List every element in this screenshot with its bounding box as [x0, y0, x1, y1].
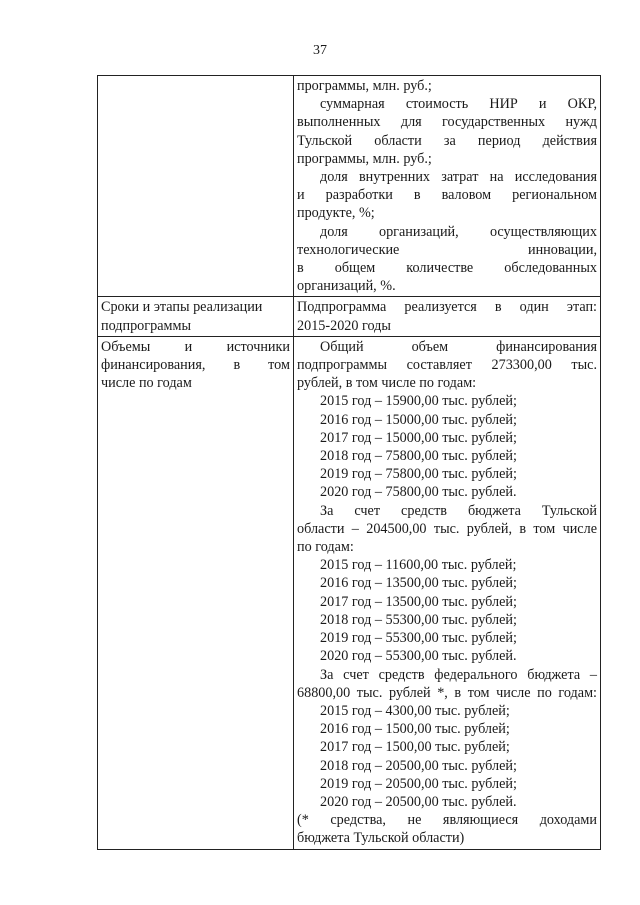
text-line: программы, млн. руб.;: [297, 150, 432, 167]
text-line: бюджета Тульской области): [297, 830, 465, 847]
text-line: области – 204500,00 тыс. рублей, в том числе: [297, 520, 597, 537]
text-line: доля внутренних затрат на исследования: [320, 169, 597, 186]
table-row-indicators: [98, 76, 601, 297]
table-row-financing: [98, 336, 601, 849]
text-line: 2018 год – 20500,00 тыс. рублей;: [320, 757, 517, 774]
text-line: Общий объем финансирования: [320, 338, 597, 355]
text-line: продукте, %;: [297, 205, 375, 222]
text-line: За счет средств федерального бюджета –: [320, 666, 597, 683]
text-line: Тульской области за период действия: [297, 132, 597, 149]
text-line: 2015 год – 4300,00 тыс. рублей;: [320, 702, 510, 719]
text-line: финансирования, в том: [101, 357, 290, 374]
cell-financing-label: [98, 336, 294, 849]
text-line: Объемы и источники: [101, 338, 290, 355]
text-line: За счет средств бюджета Тульской: [320, 502, 597, 519]
text-line: программы, млн. руб.;: [297, 78, 432, 94]
text-line: организаций, %.: [297, 278, 396, 295]
text-line: 2020 год – 20500,00 тыс. рублей.: [320, 793, 517, 810]
text-line: (* средства, не являющиеся доходами: [297, 812, 597, 829]
text-line: 2015-2020 годы: [297, 317, 391, 334]
text-line: 2018 год – 75800,00 тыс. рублей;: [320, 448, 517, 465]
text-line: по годам:: [297, 539, 354, 556]
table-row-terms: [98, 297, 601, 336]
text-line: 68800,00 тыс. рублей *, в том числе по годам:: [297, 684, 597, 701]
text-line: 2017 год – 15000,00 тыс. рублей;: [320, 429, 517, 446]
page-number: 37: [313, 43, 327, 58]
text-line: 2016 год – 13500,00 тыс. рублей;: [320, 575, 517, 592]
text-line: 2020 год – 75800,00 тыс. рублей.: [320, 484, 517, 501]
text-line: подпрограммы составляет 273300,00 тыс.: [297, 357, 597, 374]
cell-indicators-label: [98, 76, 294, 297]
text-line: и разработки в валовом региональном: [297, 187, 597, 204]
text-line: 2019 год – 55300,00 тыс. рублей;: [320, 630, 517, 647]
text-line: 2017 год – 1500,00 тыс. рублей;: [320, 739, 510, 756]
text-line: в общем количестве обследованных: [297, 260, 597, 277]
text-line: 2019 год – 75800,00 тыс. рублей;: [320, 466, 517, 483]
cell-indicators-text: [294, 76, 601, 297]
text-line: 2017 год – 13500,00 тыс. рублей;: [320, 593, 517, 610]
passport-table: [97, 75, 601, 850]
cell-financing-text: [294, 336, 601, 849]
text-line: технологические инновации,: [297, 241, 597, 258]
text-line: 2020 год – 55300,00 тыс. рублей.: [320, 648, 517, 665]
text-line: подпрограммы: [101, 317, 191, 334]
text-line: 2015 год – 15900,00 тыс. рублей;: [320, 393, 517, 410]
text-line: Сроки и этапы реализации: [101, 299, 263, 316]
text-line: выполненных для государственных нужд: [297, 114, 597, 131]
text-line: 2016 год – 15000,00 тыс. рублей;: [320, 411, 517, 428]
cell-terms-label: [98, 297, 294, 336]
text-line: Подпрограмма реализуется в один этап:: [297, 299, 597, 316]
text-line: числе по годам: [101, 375, 192, 392]
text-line: 2016 год – 1500,00 тыс. рублей;: [320, 721, 510, 738]
cell-terms-text: [294, 297, 601, 336]
text-line: суммарная стоимость НИР и ОКР,: [320, 96, 597, 113]
text-line: 2019 год – 20500,00 тыс. рублей;: [320, 775, 517, 792]
text-line: рублей, в том числе по годам:: [297, 375, 477, 392]
text-line: 2015 год – 11600,00 тыс. рублей;: [320, 557, 517, 574]
text-line: 2018 год – 55300,00 тыс. рублей;: [320, 611, 517, 628]
text-line: доля организаций, осуществляющих: [320, 223, 597, 240]
